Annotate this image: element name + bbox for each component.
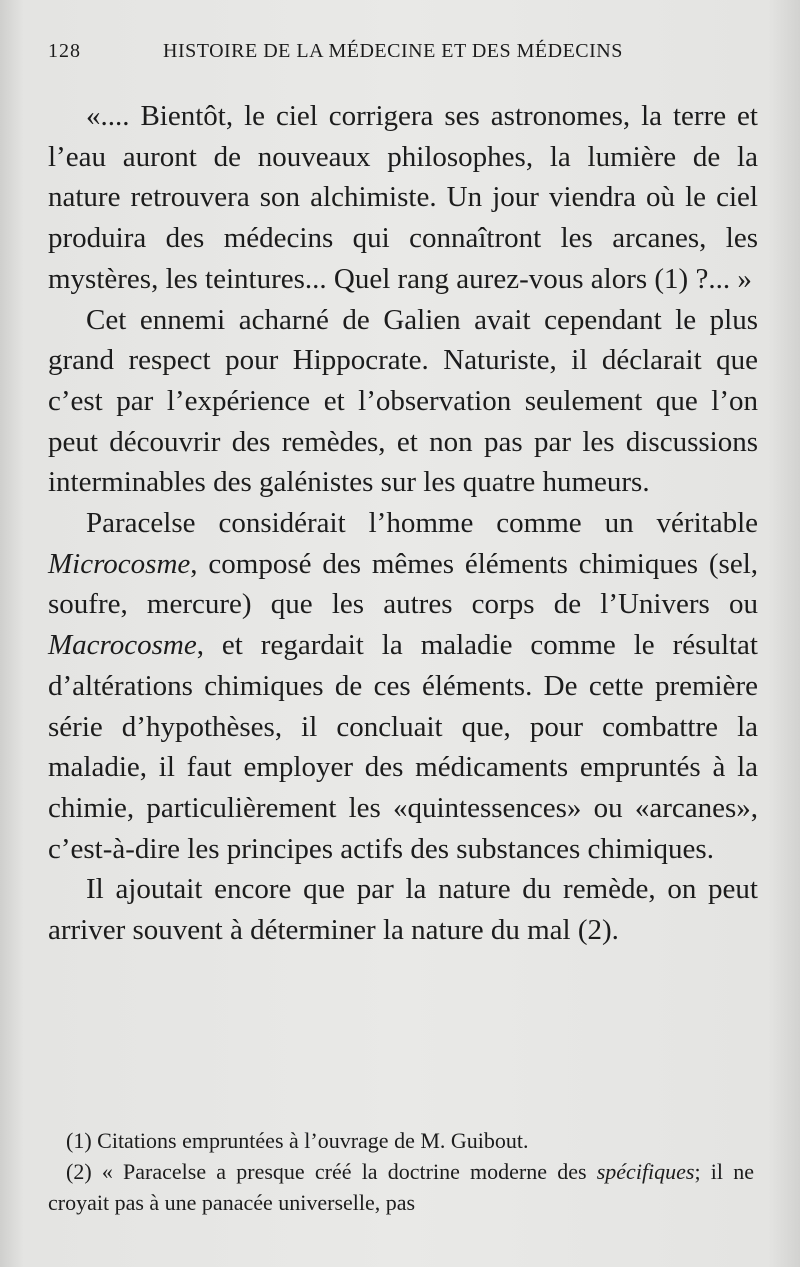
term-macrocosme: Macrocosme — [48, 629, 197, 662]
footnote-2-lead: (2) « Paracelse a presque créé la doctrine moderne des — [66, 1159, 597, 1184]
footnote-2-tail: ; il ne croyait pas à une panacée universelle, pas — [48, 1159, 754, 1215]
main-text — [48, 96, 758, 951]
paragraph-galien: Cet ennemi acharné de Galien avait cependant le plus grand respect pour Hippocrate. Naturiste, il déclarait que c’est par l’expérience et l’observation seulement que l’on peut découvrir des remèdes, et non pas par les discussions interminables des galénistes sur les quatre humeurs. — [48, 303, 758, 499]
paragraph-microcosme-lead: Paracelse considérait l’homme comme un véritable — [86, 507, 758, 540]
footnote-1: (1) Citations empruntées à l’ouvrage de M. Guibout. — [66, 1128, 529, 1153]
paragraph-microcosme-tail: , et regardait la maladie comme le résultat d’altérations chimiques de ces éléments. De cette première série d’hypothèses, il concluait que, pour combattre la maladie, il faut employer des médicaments empruntés à la chimie, particulièrement les «quintessences» ou «arcanes», c’est-à-dire les principes actifs des substances chimiques. — [48, 629, 758, 865]
term-microcosme: Microcosme — [48, 547, 191, 580]
page-number: 128 — [48, 40, 81, 62]
paragraph-remede: Il ajoutait encore que par la nature du remède, on peut arriver souvent à déterminer la nature du mal (2). — [48, 873, 758, 947]
footnotes — [48, 1125, 754, 1218]
paragraph-quote: «.... Bientôt, le ciel corrigera ses astronomes, la terre et l’eau auront de nouveaux philosophes, la lumière de la nature retrouvera son alchimiste. Un jour viendra où le ciel produira des médecins qui connaîtront les arcanes, les mystères, les teintures... Quel rang aurez-vous alors (1) ?... » — [48, 100, 758, 295]
page-header — [48, 40, 756, 70]
running-title: HISTOIRE DE LA MÉDECINE ET DES MÉDECINS — [163, 40, 623, 62]
paragraph-microcosme-mid: , composé des mêmes éléments chimiques (sel, soufre, mercure) que les autres corps de l’Univers ou — [48, 547, 758, 621]
paragraph-microcosme — [48, 503, 758, 869]
footnote-2 — [48, 1156, 754, 1218]
term-specifiques: spécifiques — [596, 1159, 695, 1184]
